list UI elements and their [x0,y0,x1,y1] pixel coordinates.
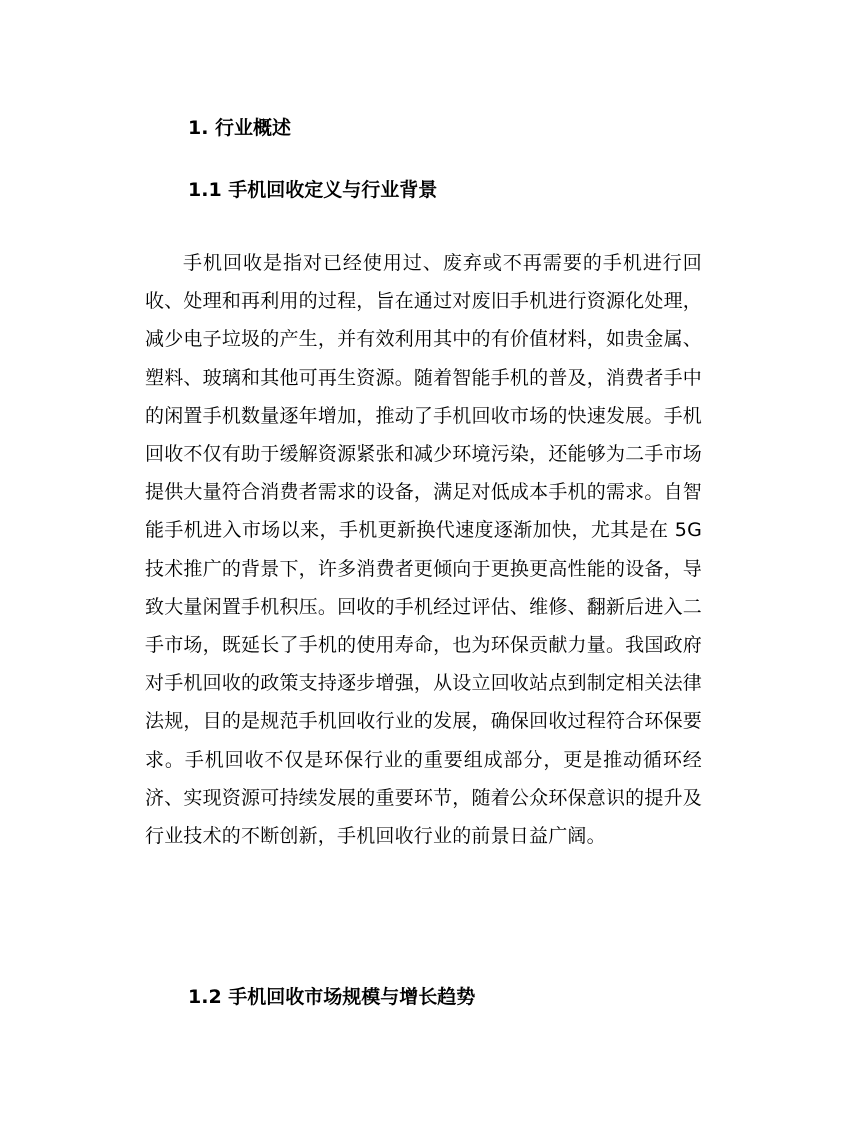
section-heading: 1. 行业概述 [188,117,292,139]
subsection-heading-1-2: 1.2 手机回收市场规模与增长趋势 [188,986,476,1008]
body-paragraph: 手机回收是指对已经使用过、废弃或不再需要的手机进行回收、处理和再利用的过程，旨在通过对废旧手机进行资源化处理，减少电子垃圾的产生，并有效利用其中的有价值材料，如贵金属、塑料、玻璃和其他可再生资源。随着智能手机的普及，消费者手中的闲置手机数量逐年增加，推动了手机回收市场的快速发展。手机回收不仅有助于缓解资源紧张和减少环境污染，还能够为二手市场提供大量符合消费者需求的设备，满足对低成本手机的需求。自智能手机进入市场以来，手机更新换代速度逐渐加快，尤其是在 5G 技术推广的背景下，许多消费者更倾向于更换更高性能的设备，导致大量闲置手机积压。回收的手机经过评估、维修、翻新后进入二手市场，既延长了手机的使用寿命，也为环保贡献力量。我国政府对手机回收的政策支持逐步增强，从设立回收站点到制定相关法律法规，目的是规范手机回收行业的发展，确保回收过程符合环保要求。手机回收不仅是环保行业的重要组成部分，更是推动循环经济、实现资源可持续发展的重要环节，随着公众环保意识的提升及行业技术的不断创新，手机回收行业的前景日益广阔。 [145,252,702,848]
subsection-heading-1-1: 1.1 手机回收定义与行业背景 [188,179,438,201]
